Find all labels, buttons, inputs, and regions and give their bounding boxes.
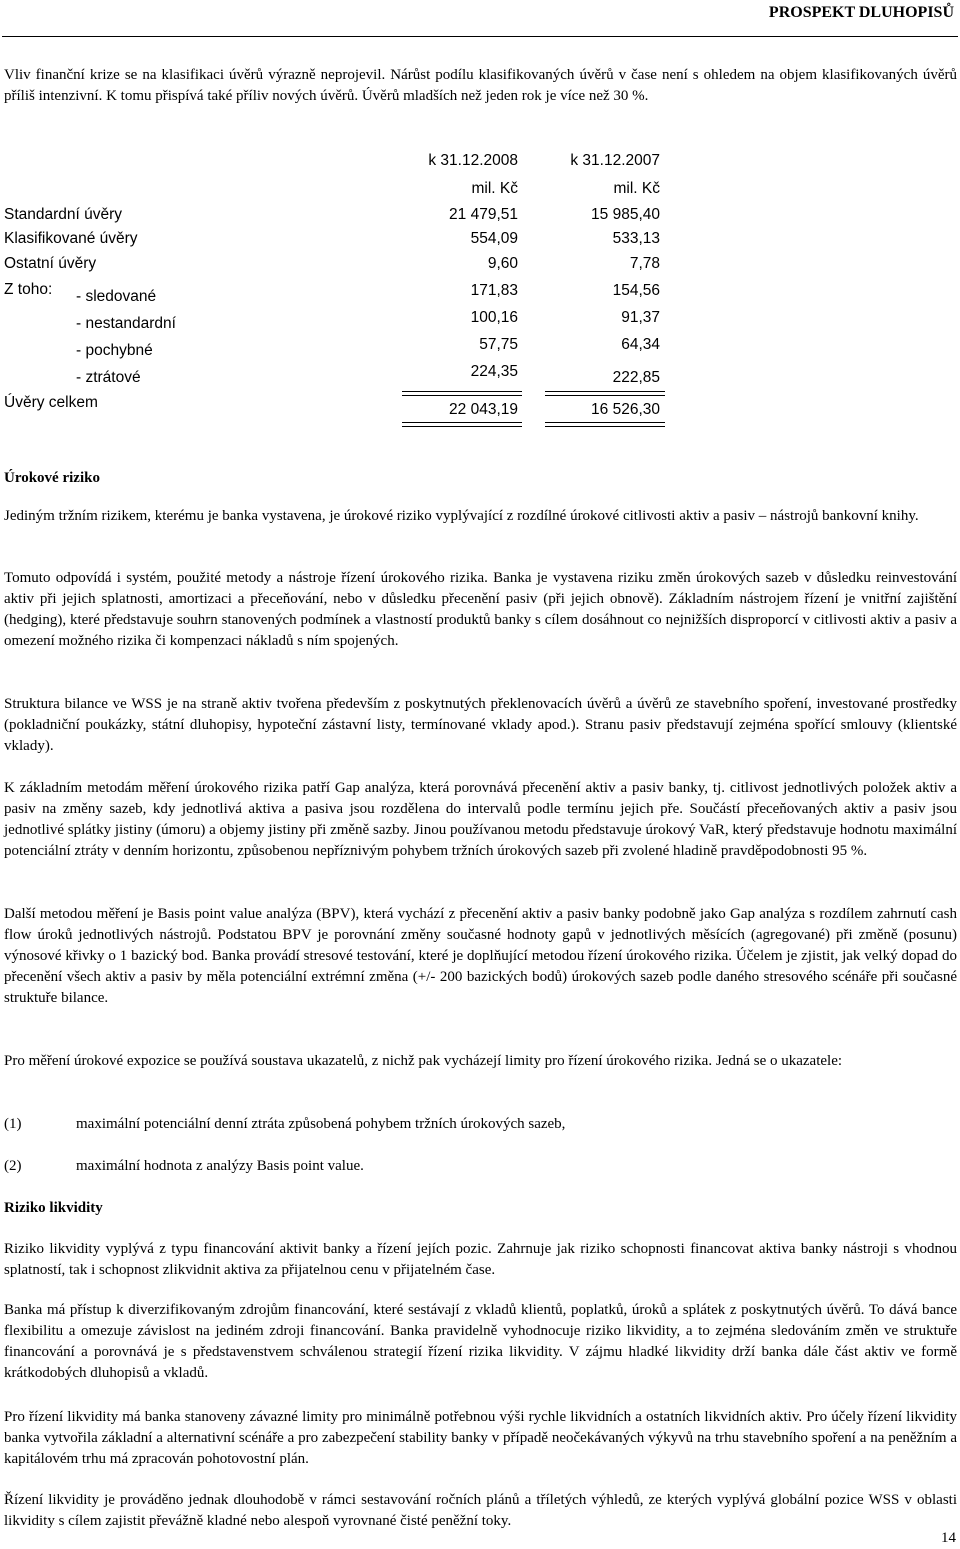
row-value-2008: 21 479,51 — [449, 206, 518, 223]
paragraph: K základním metodám měření úrokového rizika patří Gap analýza, která porovnává přecenění aktiv a pasiv banky, tj. citlivost jednotlivých položek aktiv a pasiv na změny sazeb, kdy jednotlivá aktiva a pasiva jsou rozdělena do intervalů podle termínu jejich pře. Součástí přeceňovaných aktiv a pasiv jsou jednotlivé splátky jistiny (úmoru) a objemy jistiny při změně sazby. Jinou používanou metodu představuje úrokový VaR, který představuje hodnotu maximální potenciální ztráty v denním horizontu, způsobenou nepříznivým pohybem tržních úrokových sazeb při zvolené hladině pravděpodobnosti 95 %. — [4, 780, 957, 859]
row-value-2008: 554,09 — [470, 230, 518, 247]
row-value-2007: 64,34 — [621, 336, 660, 353]
row-value-2008: 9,60 — [487, 255, 518, 272]
paragraph: Další metodou měření je Basis point value analýza (BPV), která vychází z přecenění aktiv a pasiv banky podobně jako Gap analýza s rozdílem zahrnutí cash flow úroků jednotlivých nástrojů. Podstatou BPV je porovnání změny současné hodnoty gapů v jednotlivých měsících (agregované) při změně (posunu) výnosové křivky o 1 bazický bod. Banka provádí stresové testování, které je doplňující metodou řízení úrokového rizika. Účelem je zjistit, jak velký dopad do přecenění všech aktiv a pasiv by měla potenciální extrémní změna (+/- 200 bazických bodů) úrokových sazeb podle daného stresového scénáře při současné struktuře bilance. — [4, 906, 957, 1006]
page-header-title: PROSPEKT DLUHOPISŮ — [768, 4, 954, 21]
paragraph: Pro řízení likvidity má banka stanoveny závazné limity pro minimálně potřebnou výši rychle likvidních a ostatních likvidních aktiv. Pro účely řízení likvidity banka vytvořila základní a alternativní scénáře a pro zabezpečení stability banky v případě neočekávaných výkyvů na trhu stavebního spoření a na peněžním a kapitálovém trhu má zpracován pohotovostní plán. — [4, 1409, 957, 1467]
row-value-2008: 100,16 — [470, 309, 518, 326]
page-number: 14 — [941, 1530, 956, 1546]
section-heading-liquidity-risk: Riziko likvidity — [4, 1200, 103, 1216]
row-value-2007: 533,13 — [612, 230, 660, 247]
row-value-2008: 171,83 — [470, 282, 518, 299]
paragraph: Struktura bilance ve WSS je na straně aktiv tvořena především z poskytnutých překlenovacích úvěrů a úvěrů ze stavebního spoření, investované prostředky (pokladniční poukázky, státní dluhopisy, hypoteční zástavní listy, termínované vklady apod.). Stranu pasiv představují zejména spořící smlouvy (klientské vklady). — [4, 696, 957, 754]
subtotal-rule-2008 — [402, 391, 522, 396]
list-item-number: (2) — [4, 1158, 22, 1174]
row-value-2008: 57,75 — [479, 336, 518, 353]
row-label-classified: Klasifikované úvěry — [4, 230, 138, 247]
list-item-text: maximální potenciální denní ztráta způsobená pohybem tržních úrokových sazeb, — [76, 1116, 566, 1132]
col-header-2008: k 31.12.2008 — [428, 152, 518, 169]
paragraph: Tomuto odpovídá i systém, použité metody a nástroje řízení úrokového rizika. Banka je vystavena riziku změn úrokových sazeb v důsledku reinvestování aktiv při jejich splatnosti, amortizaci a přeceňování, nebo v důsledku přecenění pasiv (při jejich obnově). Základním nástrojem řízení je vnitřní zajištění (hedging), které představuje souhrn stanovených podmínek a vlastností produktů banky s cílem dosáhnout co nejnižších disproporcí v citlivosti aktiv a pasiv a omezení možného rizika či kompenzaci nákladů s ním spojených. — [4, 570, 957, 649]
row-value-2007: 7,78 — [629, 255, 660, 272]
row-label-doubtful: - pochybné — [76, 342, 153, 359]
row-value-2007: 154,56 — [612, 282, 660, 299]
row-value-2007: 16 526,30 — [591, 401, 660, 418]
paragraph: Řízení likvidity je prováděno jednak dlouhodobě v rámci sestavování ročních plánů a tříletých výhledů, ze kterých vyplývá globální pozice WSS v oblasti likvidity s cílem zajistit převážně kladné nebo alespoň vyrovnané čisté peněžní toky. — [4, 1492, 957, 1529]
row-label-other: Ostatní úvěry — [4, 255, 97, 272]
row-label-standard: Standardní úvěry — [4, 206, 123, 223]
header-divider — [2, 36, 958, 37]
row-label-total: Úvěry celkem — [4, 394, 98, 411]
paragraph: Jediným tržním rizikem, kterému je banka vystavena, je úrokové riziko vyplývající z rozdílné úrokové citlivosti aktiv a pasiv – nástrojů bankovní knihy. — [4, 508, 919, 524]
unit-2008: mil. Kč — [471, 180, 518, 197]
list-item-number: (1) — [4, 1116, 22, 1132]
total-double-rule-2007 — [545, 422, 665, 427]
paragraph: Riziko likvidity vyplývá z typu financování aktivit banky a řízení jejích pozic. Zahrnuje jak riziko schopnosti financovat aktiva banky nástroji s vhodnou splatností, tak i schopnost zlikvidnit aktiva za přijatelnou cenu v přijatelném čase. — [4, 1241, 957, 1278]
list-item-text: maximální hodnota z analýzy Basis point value. — [76, 1158, 364, 1174]
unit-2007: mil. Kč — [613, 180, 660, 197]
total-double-rule-2008 — [402, 422, 522, 427]
row-value-2007: 15 985,40 — [591, 206, 660, 223]
col-header-2007: k 31.12.2007 — [570, 152, 660, 169]
row-label-loss: - ztrátové — [76, 369, 141, 386]
row-label-monitored: - sledované — [76, 288, 157, 305]
row-value-2008: 22 043,19 — [449, 401, 518, 418]
row-prefix-ztoho: Z toho: — [4, 281, 53, 298]
row-label-substandard: - nestandardní — [76, 315, 176, 332]
paragraph: Banka má přístup k diverzifikovaným zdrojům financování, které sestávají z vkladů klientů, poplatků, úroků a splátek z poskytnutých úvěrů. To dává bance flexibilitu a omezuje závislost na jediném zdroji financování. Banka pravidelně vyhodnocuje riziko likvidity, a to zejména sledováním změn ve struktuře financování a porovnává je s představenstvem schválenou strategií řízení rizika likvidity. V zájmu hladké likvidity drží banka dále část aktiv ve formě krátkodobých dluhopisů a vkladů. — [4, 1302, 957, 1381]
section-heading-interest-risk: Úrokové riziko — [4, 470, 100, 486]
row-value-2008: 224,35 — [470, 363, 518, 380]
intro-paragraph: Vliv finanční krize se na klasifikaci úvěrů výrazně neprojevil. Nárůst podílu klasifikovaných úvěrů v čase není s ohledem na objem klasifikovaných úvěrů příliš intenzivní. K tomu přispívá také příliv nových úvěrů. Úvěrů mladších než jeden rok je více než 30 %. — [4, 67, 957, 104]
subtotal-rule-2007 — [545, 391, 665, 396]
row-value-2007: 222,85 — [612, 369, 660, 386]
paragraph: Pro měření úrokové expozice se používá soustava ukazatelů, z nichž pak vycházejí limity pro řízení úrokového rizika. Jedná se o ukazatele: — [4, 1053, 843, 1069]
row-value-2007: 91,37 — [621, 309, 660, 326]
